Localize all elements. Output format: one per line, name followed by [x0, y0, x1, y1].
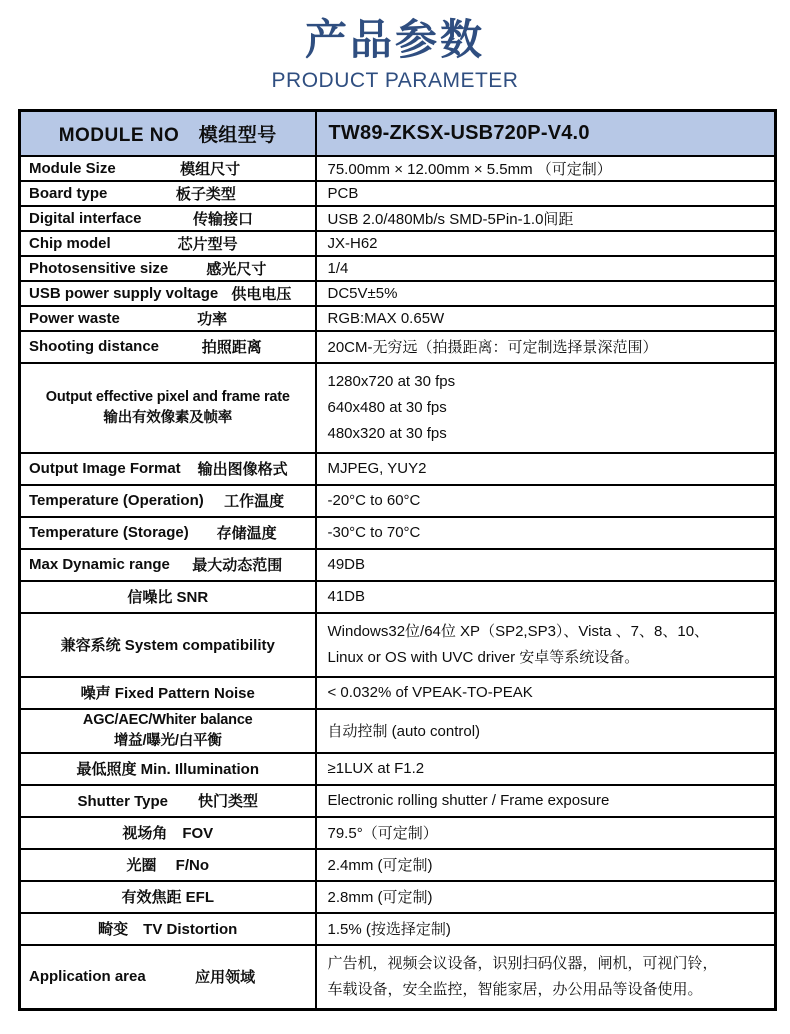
- row-label-en: USB power supply voltage: [29, 284, 219, 302]
- row-label: [20, 581, 316, 613]
- page-subtitle: PRODUCT PARAMETER: [271, 68, 519, 92]
- row-value: [316, 817, 776, 849]
- row-value-line: 自动控制 (auto control): [327, 723, 481, 741]
- table-row: [20, 753, 776, 785]
- row-value-line: 1.5% (按选择定制): [327, 921, 451, 939]
- row-label-zh: 拍照距离: [201, 339, 262, 357]
- row-label-zh: 模组尺寸: [180, 160, 241, 178]
- row-label-text: 畸变 TV Distortion: [98, 921, 238, 939]
- page-header: [0, 0, 790, 93]
- row-label: [20, 256, 316, 281]
- table-row: [20, 331, 776, 363]
- row-value-line: 41DB: [327, 588, 366, 606]
- table-row: [20, 613, 776, 677]
- row-value: [316, 613, 776, 677]
- row-value-line: Linux or OS with UVC driver 安卓等系统设备。: [327, 648, 640, 666]
- row-label: [20, 613, 316, 677]
- row-label-text: Shutter Type 快门类型: [77, 793, 259, 811]
- row-label-en: Digital interface: [29, 209, 142, 227]
- table-row: [20, 817, 776, 849]
- row-label: [20, 206, 316, 231]
- row-label: [20, 156, 316, 181]
- row-value: [316, 306, 776, 331]
- row-value-line: DC5V±5%: [327, 284, 398, 302]
- product-parameter-table: [18, 109, 777, 1011]
- row-label-zh: 最大动态范围: [192, 557, 283, 575]
- row-label: [20, 363, 316, 453]
- row-label-en: Power waste: [29, 309, 120, 327]
- row-label-en: Photosensitive size: [29, 259, 169, 277]
- module-no-header-value: TW89-ZKSX-USB720P-V4.0: [316, 110, 776, 156]
- row-value: [316, 485, 776, 517]
- row-label: [20, 281, 316, 306]
- row-value: [316, 945, 776, 1010]
- table-row: [20, 281, 776, 306]
- table-row: [20, 206, 776, 231]
- row-value-line: 1280x720 at 30 fps: [327, 372, 456, 390]
- row-label-zh: 输出图像格式: [197, 461, 288, 479]
- row-label-text: 最低照度 Min. Illumination: [76, 761, 259, 779]
- row-value: [316, 753, 776, 785]
- table-row: [20, 785, 776, 817]
- row-label-text: 兼容系统 System compatibility: [60, 637, 275, 655]
- table-row: [20, 485, 776, 517]
- row-value-line: 2.8mm (可定制): [327, 889, 433, 907]
- row-label-text: 噪声 Fixed Pattern Noise: [80, 685, 255, 703]
- table-row: [20, 181, 776, 206]
- page-title: 产品参数: [304, 16, 485, 63]
- table-row: [20, 881, 776, 913]
- row-value-line: -20°C to 60°C: [327, 492, 421, 510]
- table-row: [20, 256, 776, 281]
- table-row: [20, 581, 776, 613]
- row-label-en: Output Image Format: [29, 460, 181, 478]
- row-label-zh: 存储温度: [216, 525, 277, 543]
- row-label-zh: 供电电压: [231, 285, 292, 303]
- row-label-zh: 传输接口: [193, 210, 254, 228]
- row-value: [316, 517, 776, 549]
- table-row: [20, 849, 776, 881]
- row-label: [20, 709, 316, 753]
- table-row: [20, 677, 776, 709]
- row-label-line: 输出有效像素及帧率: [103, 409, 233, 426]
- table-row: [20, 453, 776, 485]
- row-label-en: Module Size: [29, 159, 116, 177]
- row-value: [316, 231, 776, 256]
- table-row: [20, 945, 776, 1010]
- table-row: [20, 306, 776, 331]
- row-label: [20, 517, 316, 549]
- row-label-zh: 工作温度: [224, 493, 285, 511]
- row-label-zh: 板子类型: [175, 185, 236, 203]
- row-value-line: JX-H62: [327, 234, 378, 252]
- row-value: [316, 881, 776, 913]
- row-value: [316, 581, 776, 613]
- row-label: [20, 485, 316, 517]
- row-label: [20, 231, 316, 256]
- row-label-en: Temperature (Operation): [29, 492, 204, 510]
- row-value: [316, 677, 776, 709]
- row-value: [316, 181, 776, 206]
- row-label-zh: 应用领域: [195, 969, 256, 987]
- row-value: [316, 913, 776, 945]
- row-label-line: AGC/AEC/Whiter balance: [82, 711, 253, 728]
- row-value-line: MJPEG, YUY2: [327, 460, 427, 478]
- row-label-text: 视场角 FOV: [122, 825, 214, 843]
- row-label-zh: 感光尺寸: [206, 260, 267, 278]
- row-value-line: 2.4mm (可定制): [327, 857, 433, 875]
- row-value-line: 480x320 at 30 fps: [327, 424, 447, 442]
- row-label: [20, 753, 316, 785]
- row-value: [316, 331, 776, 363]
- table-row: [20, 517, 776, 549]
- row-value-line: 1/4: [327, 259, 349, 277]
- row-value-line: Windows32位/64位 XP（SP2,SP3）、Vista 、7、8、10、: [327, 622, 710, 640]
- row-label-text: 有效焦距 EFL: [121, 889, 214, 907]
- row-value-line: 640x480 at 30 fps: [327, 398, 447, 416]
- row-label: [20, 453, 316, 485]
- table-row: [20, 913, 776, 945]
- row-value-line: 75.00mm × 12.00mm × 5.5mm （可定制）: [327, 160, 612, 178]
- row-value: [316, 256, 776, 281]
- row-label-en: Chip model: [29, 234, 111, 252]
- table-row: [20, 709, 776, 753]
- row-label-en: Max Dynamic range: [29, 556, 170, 574]
- row-label: [20, 306, 316, 331]
- row-value-line: 广告机，视频会议设备，识别扫码仪器，闸机，可视门铃，: [327, 954, 718, 972]
- row-value-line: 20CM-无穷远（拍摄距离：可定制选择景深范围）: [327, 339, 658, 357]
- row-label-en: Board type: [29, 184, 108, 202]
- row-value-line: 车载设备，安全监控，智能家居，办公用品等设备使用。: [327, 980, 703, 998]
- row-value: [316, 206, 776, 231]
- row-label-en: Application area: [29, 968, 146, 986]
- row-label: [20, 881, 316, 913]
- row-value-line: USB 2.0/480Mb/s SMD-5Pin-1.0间距: [327, 210, 574, 228]
- row-label: [20, 549, 316, 581]
- row-label-text: 信噪比 SNR: [127, 589, 209, 607]
- table-row: [20, 156, 776, 181]
- row-label: [20, 945, 316, 1010]
- row-value: [316, 156, 776, 181]
- row-value: [316, 785, 776, 817]
- table-row: [20, 549, 776, 581]
- row-label: [20, 817, 316, 849]
- row-label-text: 光圈 F/No: [126, 857, 209, 875]
- row-value: [316, 709, 776, 753]
- row-value: [316, 363, 776, 453]
- row-value-line: 79.5°（可定制）: [327, 825, 438, 843]
- row-value: [316, 453, 776, 485]
- row-value: [316, 281, 776, 306]
- row-label-en: Shooting distance: [29, 338, 160, 356]
- row-label: [20, 677, 316, 709]
- module-no-header-label: MODULE NO 模组型号: [20, 110, 316, 156]
- row-value: [316, 849, 776, 881]
- row-value-line: Electronic rolling shutter / Frame exposure: [327, 792, 610, 810]
- row-value-line: -30°C to 70°C: [327, 524, 421, 542]
- row-label: [20, 785, 316, 817]
- row-label: [20, 331, 316, 363]
- row-value-line: 49DB: [327, 556, 366, 574]
- row-value-line: PCB: [327, 184, 359, 202]
- row-label: [20, 181, 316, 206]
- row-label-en: Temperature (Storage): [29, 524, 189, 542]
- table-row: [20, 231, 776, 256]
- table-row: [20, 363, 776, 453]
- row-label-zh: 功率: [197, 310, 228, 328]
- row-value-line: < 0.032% of VPEAK-TO-PEAK: [327, 684, 533, 702]
- row-label-zh: 芯片型号: [177, 235, 238, 253]
- row-value: [316, 549, 776, 581]
- row-value-line: RGB:MAX 0.65W: [327, 309, 445, 327]
- row-label-line: 增益/曝光/白平衡: [113, 732, 222, 749]
- table-header-row: [20, 110, 776, 156]
- row-label: [20, 913, 316, 945]
- row-label-line: Output effective pixel and frame rate: [45, 388, 290, 405]
- row-label: [20, 849, 316, 881]
- row-value-line: ≥1LUX at F1.2: [327, 760, 425, 778]
